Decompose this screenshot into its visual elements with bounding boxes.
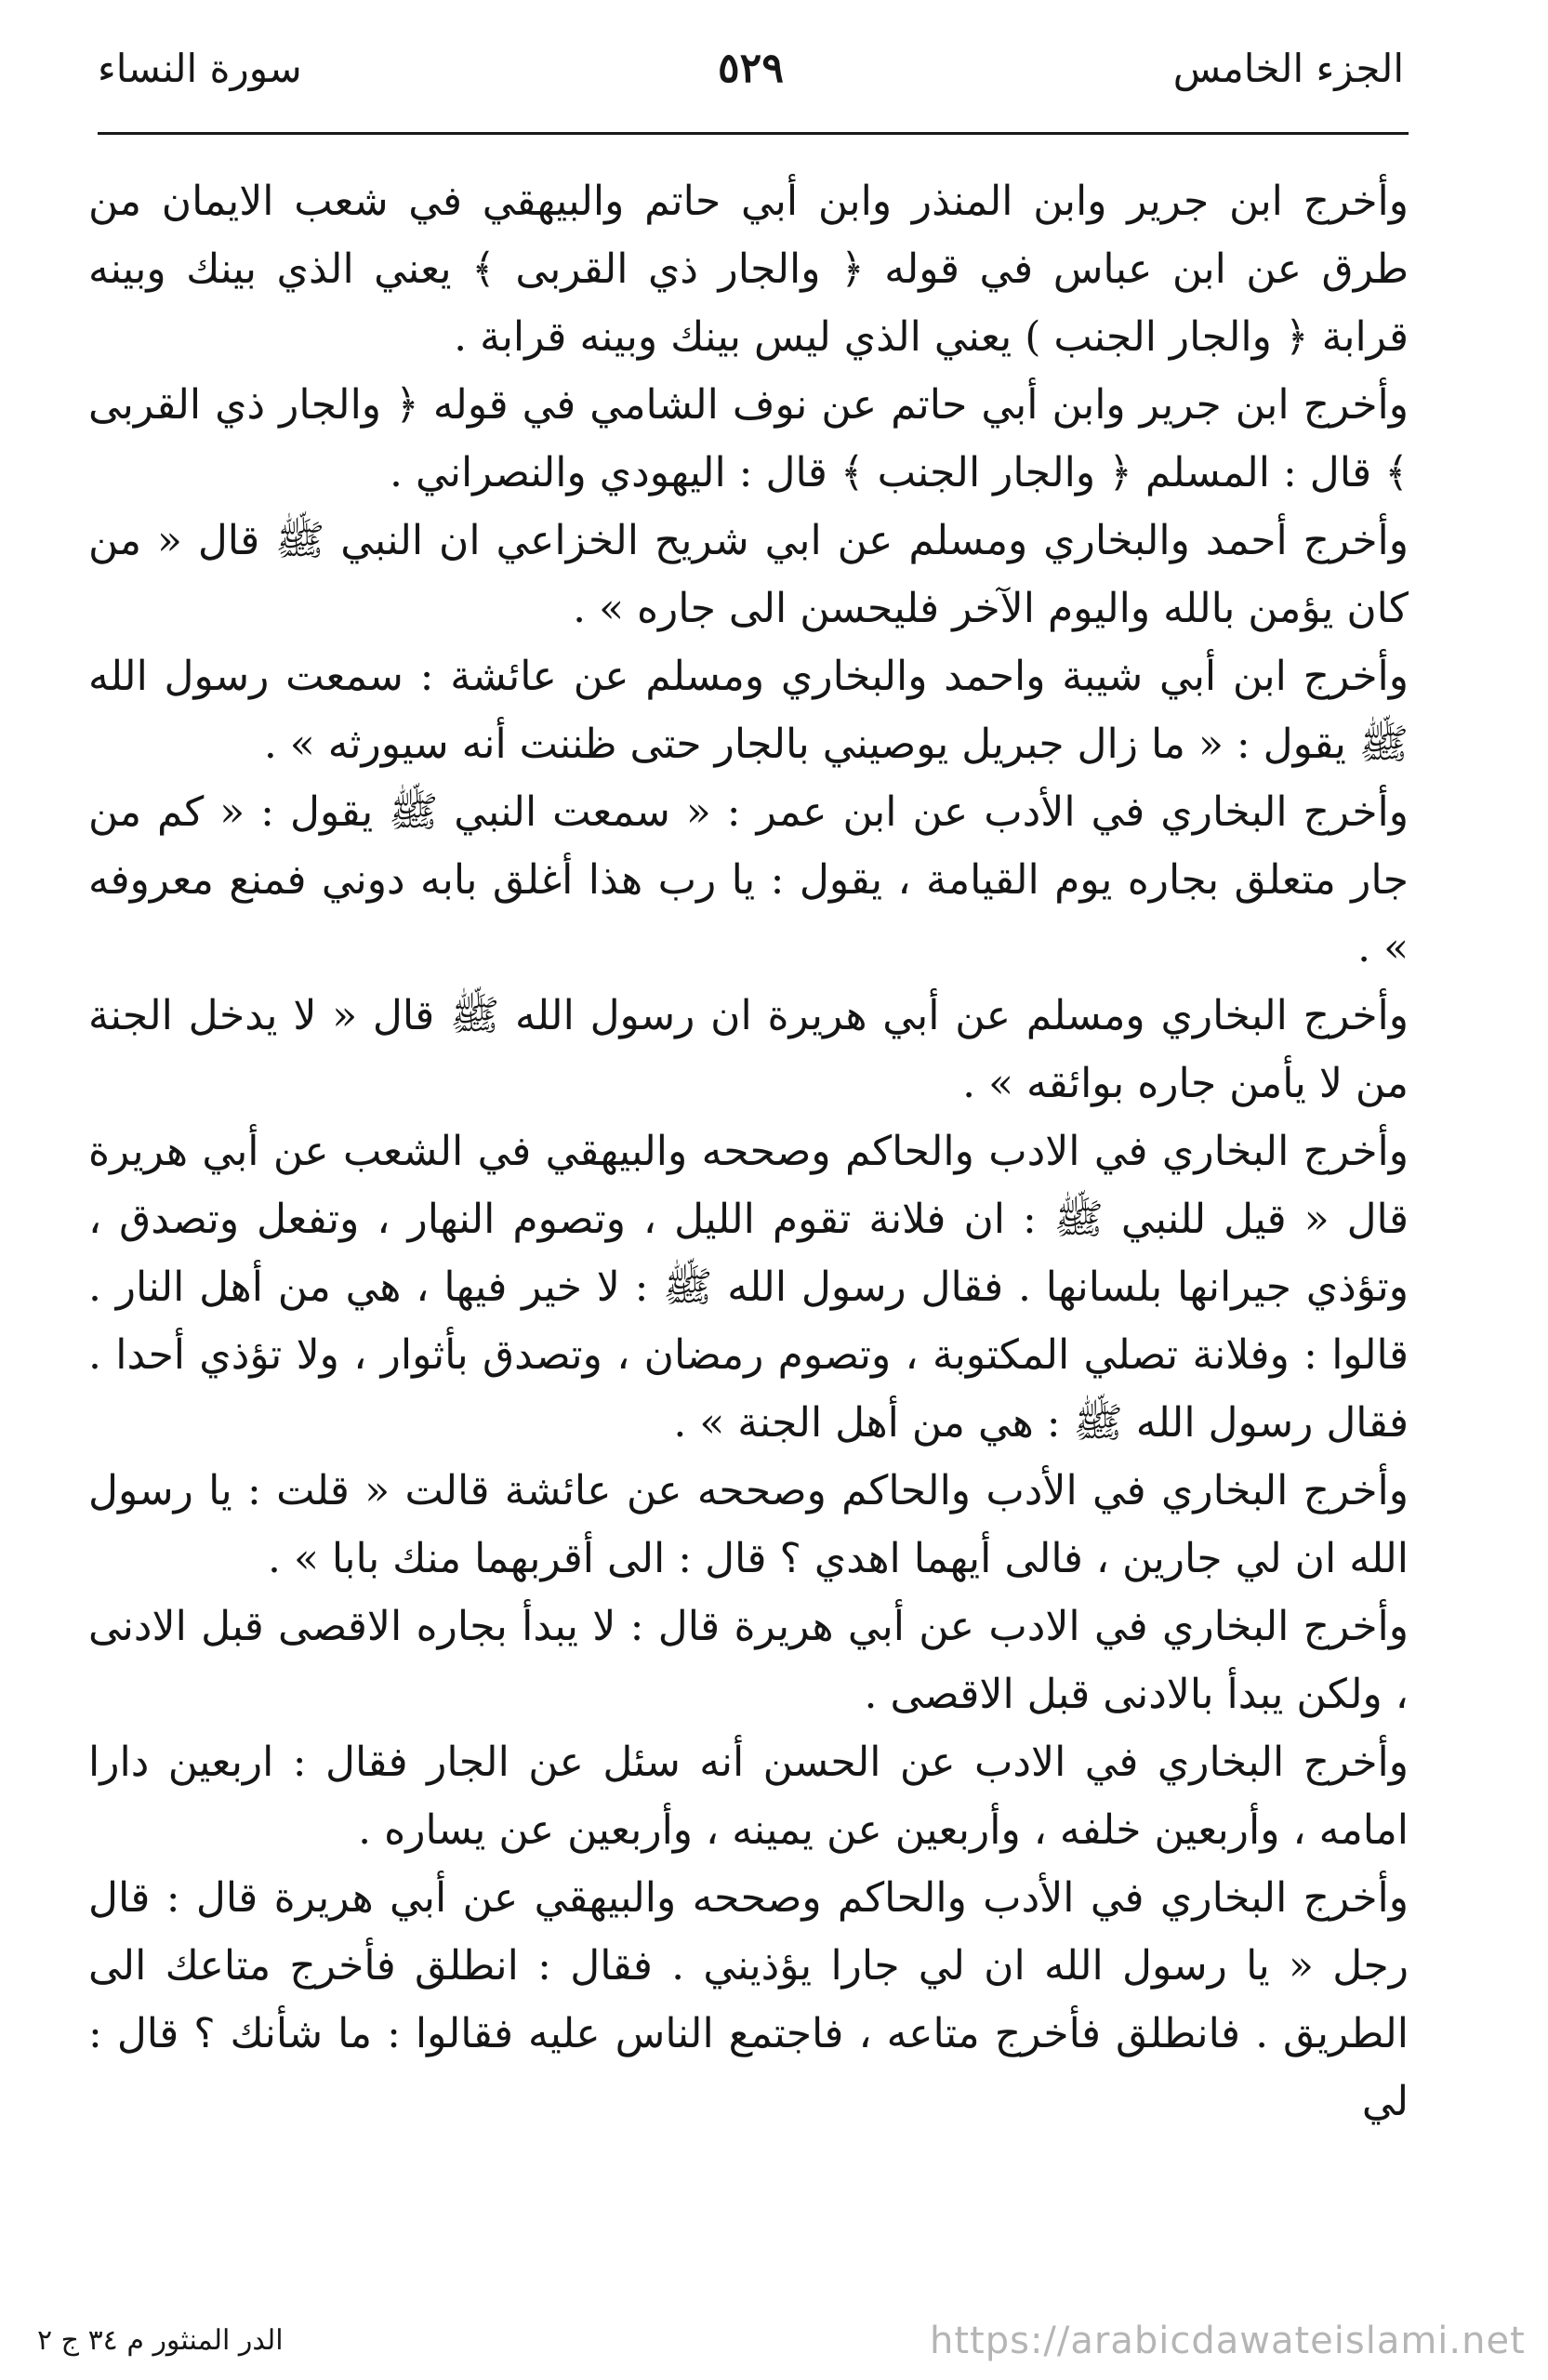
- page-body: [88, 167, 1409, 2301]
- paragraph: وأخرج البخاري ومسلم عن أبي هريرة ان رسول الله ﷺ قال « لا يدخل الجنة من لا يأمن جاره بوائقه » .: [88, 992, 1409, 1107]
- paragraph: وأخرج البخاري في الأدب والحاكم وصححه والبيهقي عن أبي هريرة قال : قال رجل « يا رسول الله ان لي جارا يؤذيني . فقال : انطلق فأخرج متاعك الى الطريق . فانطلق فأخرج متاعه ، فاجتمع الناس عليه فقالوا : ما شأنك ؟ قال : لي: [88, 1874, 1409, 2125]
- watermark-url: https://arabicdawateislami.net: [930, 2320, 1526, 2362]
- page-number: ٥٢٩: [718, 45, 784, 92]
- surah-title: سورة النساء: [98, 46, 302, 91]
- paragraph: وأخرج البخاري في الأدب والحاكم وصححه عن عائشة قالت « قلت : يا رسول الله ان لي جارين ، فالى أيهما اهدي ؟ قال : الى أقربهما منك بابا » .: [88, 1467, 1409, 1582]
- running-head: [98, 35, 1404, 102]
- paragraph: وأخرج ابن أبي شيبة واحمد والبخاري ومسلم عن عائشة : سمعت رسول الله ﷺ يقول : « ما زال جبريل يوصيني بالجار حتى ظننت أنه سيورثه » .: [88, 653, 1409, 768]
- header-divider: [98, 132, 1409, 135]
- paragraph: وأخرج ابن جرير وابن المنذر وابن أبي حاتم والبيهقي في شعب الايمان من طرق عن ابن عباس في قوله ﴿ والجار ذي القربى ﴾ يعني الذي بينك وبينه قرابة ﴿ والجار الجنب ) يعني الذي ليس بينك وبينه قرابة .: [88, 178, 1409, 361]
- paragraph: وأخرج البخاري في الادب والحاكم وصححه والبيهقي في الشعب عن أبي هريرة قال « قيل للنبي ﷺ : ان فلانة تقوم الليل ، وتصوم النهار ، وتفعل وتصدق ، وتؤذي جيرانها بلسانها . فقال رسول الله ﷺ : لا خير فيها ، هي من أهل النار . قالوا : وفلانة تصلي المكتوبة ، وتصوم رمضان ، وتصدق بأثوار ، ولا تؤذي أحدا . فقال رسول الله ﷺ : هي من أهل الجنة » .: [88, 1128, 1409, 1447]
- paragraph: وأخرج البخاري في الادب عن الحسن أنه سئل عن الجار فقال : اربعين دارا امامه ، وأربعين خلفه ، وأربعين عن يمينه ، وأربعين عن يساره .: [88, 1739, 1409, 1854]
- part-title: الجزء الخامس: [1172, 46, 1404, 91]
- paragraph: وأخرج أحمد والبخاري ومسلم عن ابي شريح الخزاعي ان النبي ﷺ قال « من كان يؤمن بالله واليوم الآخر فليحسن الى جاره » .: [88, 517, 1409, 632]
- page-footer: [37, 2315, 1526, 2367]
- paragraph: وأخرج ابن جرير وابن أبي حاتم عن نوف الشامي في قوله ﴿ والجار ذي القربى ﴾ قال : المسلم ﴿ والجار الجنب ﴾ قال : اليهودي والنصراني .: [88, 381, 1409, 496]
- signature-mark: الدر المنثور م ٣٤ ج ٢: [37, 2324, 284, 2357]
- paragraph: وأخرج البخاري في الأدب عن ابن عمر : « سمعت النبي ﷺ يقول : « كم من جار متعلق بجاره يوم القيامة ، يقول : يا رب هذا أغلق بابه دوني فمنع معروفه » .: [88, 788, 1409, 972]
- paragraph: وأخرج البخاري في الادب عن أبي هريرة قال : لا يبدأ بجاره الاقصى قبل الادنى ، ولكن يبدأ بالادنى قبل الاقصى .: [88, 1603, 1409, 1718]
